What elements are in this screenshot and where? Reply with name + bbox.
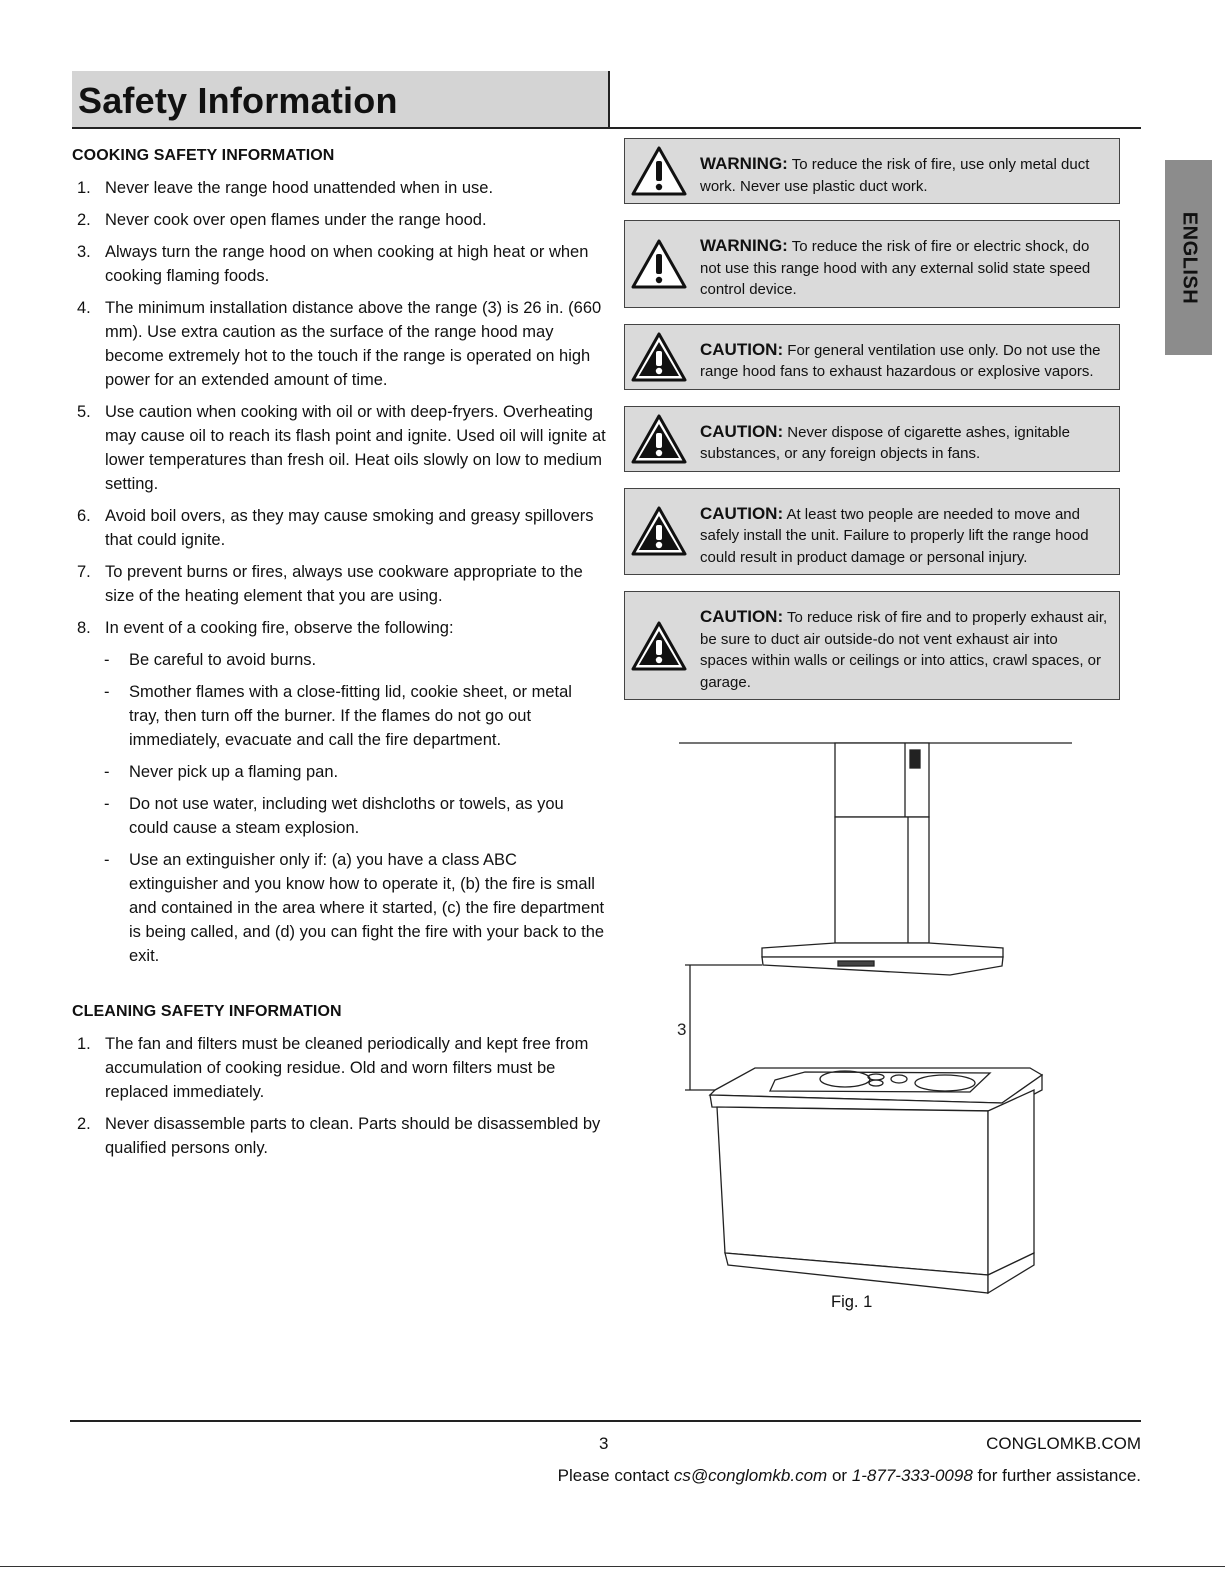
subitem-dash: - xyxy=(104,795,110,813)
item-text: The minimum installation distance above the range (3) is 26 in. (660 mm). Use extra caution as the surface of the range hood may become extremely hot to the touch if the range is operated on high power for an extended amount of time. xyxy=(105,299,602,389)
language-tab-label: ENGLISH xyxy=(1178,211,1200,304)
language-tab xyxy=(1165,160,1212,355)
notice-label: CAUTION: xyxy=(700,339,784,359)
notice-label: CAUTION: xyxy=(700,607,784,626)
title-bar xyxy=(72,71,610,127)
cabinet-side xyxy=(988,1090,1034,1275)
item-number: 4. xyxy=(77,299,91,317)
subitem-dash: - xyxy=(104,683,110,701)
notice-box xyxy=(624,591,1120,700)
subitem-dash: - xyxy=(104,763,110,781)
item-number: 5. xyxy=(77,403,91,421)
item-number: 1. xyxy=(77,179,91,197)
title-rule xyxy=(72,127,1141,129)
cooking-subitem xyxy=(72,680,607,752)
bottom-rule xyxy=(0,1566,1225,1567)
exclamation-warning-icon xyxy=(631,145,687,197)
notice-text: Never dispose of cigarette ashes, ignitable substances, or any foreign objects in fans. xyxy=(700,423,1070,462)
notice-label: WARNING: xyxy=(700,154,788,173)
notice-box xyxy=(624,138,1120,204)
item-text: Never leave the range hood unattended when in use. xyxy=(105,179,494,197)
cabinet-front xyxy=(717,1107,988,1275)
notice-label: WARNING: xyxy=(700,236,788,255)
contact-prefix: Please contact xyxy=(557,1466,670,1485)
item-number: 8. xyxy=(77,619,91,637)
subitem-text: Be careful to avoid burns. xyxy=(129,651,317,669)
page-title: Safety Information xyxy=(78,80,398,121)
footer-rule xyxy=(70,1420,1141,1422)
notice-text: To reduce the risk of fire or electric shock, do not use this range hood with any external solid state speed control device. xyxy=(700,238,1091,298)
subitem-dash: - xyxy=(104,851,110,869)
subitem-dash: - xyxy=(104,651,110,669)
cooking-subitem xyxy=(72,760,607,784)
cleaning-item xyxy=(72,1032,607,1104)
left-column xyxy=(72,144,607,1168)
cooking-item xyxy=(72,208,607,232)
contact-suffix: for further assistance. xyxy=(977,1466,1141,1485)
cooking-heading: COOKING SAFETY INFORMATION xyxy=(72,147,335,164)
item-number: 3. xyxy=(77,243,91,261)
cleaning-list xyxy=(72,1032,607,1160)
notice-text: For general ventilation use only. Do not use the range hood fans to exhaust hazardous or explosive vapors. xyxy=(700,341,1101,380)
item-text: In event of a cooking fire, observe the following: xyxy=(105,619,454,637)
cooking-item xyxy=(72,560,607,608)
item-text: The fan and filters must be cleaned periodically and kept free from accumulation of cooking residue. Old and worn filters must be replaced immediately. xyxy=(105,1035,589,1101)
distance-callout: 3 xyxy=(677,1020,687,1039)
subitem-text: Never pick up a flaming pan. xyxy=(129,763,339,781)
item-number: 2. xyxy=(77,211,91,229)
page-number: 3 xyxy=(599,1434,609,1453)
cooking-sublist xyxy=(72,648,607,968)
cooking-subitem xyxy=(72,848,607,968)
cooking-item xyxy=(72,400,607,496)
item-text: Never disassemble parts to clean. Parts should be disassembled by qualified persons only. xyxy=(105,1115,601,1157)
cleaning-heading: CLEANING SAFETY INFORMATION xyxy=(72,1003,342,1020)
notice-label: CAUTION: xyxy=(700,503,784,523)
contact-phone-link[interactable]: 1-877-333-0098 xyxy=(851,1466,973,1485)
cooking-item xyxy=(72,296,607,392)
item-text: Never cook over open flames under the range hood. xyxy=(105,211,487,229)
subitem-text: Do not use water, including wet dishcloths or towels, as you could cause a steam explosion. xyxy=(129,795,564,837)
cooking-item xyxy=(72,616,607,640)
cooking-item xyxy=(72,176,607,200)
item-text: To prevent burns or fires, always use cookware appropriate to the size of the heating element that you are using. xyxy=(105,563,583,605)
item-number: 2. xyxy=(77,1115,91,1133)
contact-line xyxy=(558,1466,1141,1486)
cleaning-item xyxy=(72,1112,607,1160)
subitem-text: Use an extinguisher only if: (a) you have a class ABC extinguisher and you know how to operate it, (b) the fire is small and contained in the area where it started, (c) the fire department is being called, and (d) you can fight the fire with your back to the exit. xyxy=(129,851,605,965)
cooking-list xyxy=(72,176,607,640)
exclamation-caution-icon xyxy=(631,620,687,672)
item-number: 7. xyxy=(77,563,91,581)
chimney-vent xyxy=(910,750,920,768)
notice-box xyxy=(624,220,1120,308)
exclamation-warning-icon xyxy=(631,238,687,290)
notice-box xyxy=(624,324,1120,390)
item-text: Avoid boil overs, as they may cause smoking and greasy spillovers that could ignite. xyxy=(105,507,594,549)
subitem-text: Smother flames with a close-fitting lid, cookie sheet, or metal tray, then turn off the burner. If the flames do not go out immediately, evacuate and call the fire department. xyxy=(129,683,572,749)
item-number: 6. xyxy=(77,507,91,525)
cooking-item xyxy=(72,504,607,552)
range-hood-diagram xyxy=(670,735,1080,1325)
figure-caption: Fig. 1 xyxy=(831,1293,873,1311)
website-link[interactable]: CONGLOMKB.COM xyxy=(986,1434,1141,1453)
hood-front xyxy=(762,957,1003,975)
notice-box xyxy=(624,406,1120,472)
notice-text: To reduce the risk of fire, use only metal duct work. Never use plastic duct work. xyxy=(700,156,1090,195)
contact-email-link[interactable]: cs@conglomkb.com xyxy=(673,1466,828,1485)
item-text: Use caution when cooking with oil or with deep-fryers. Overheating may cause oil to reach its flash point and ignite. Used oil will ignite at lower temperatures than fresh oil. Heat oils slowly on low to medium setting. xyxy=(105,403,606,493)
lower-chimney xyxy=(835,817,929,943)
exclamation-caution-icon xyxy=(631,331,687,383)
notices-column xyxy=(624,138,1120,716)
notice-box xyxy=(624,488,1120,576)
item-text: Always turn the range hood on when cooking at high heat or when cooking flaming foods. xyxy=(105,243,589,285)
exclamation-caution-icon xyxy=(631,505,687,557)
notice-text: To reduce risk of fire and to properly exhaust air, be sure to duct air outside-do not vent exhaust air into spaces within walls or ceilings or into attics, crawl spaces, or garage. xyxy=(700,609,1108,691)
cooking-subitem xyxy=(72,792,607,840)
cooking-subitem xyxy=(72,648,607,672)
cooking-item xyxy=(72,240,607,288)
item-number: 1. xyxy=(77,1035,91,1053)
exclamation-caution-icon xyxy=(631,413,687,465)
figure-range-hood xyxy=(670,735,1080,1325)
hood-canopy xyxy=(762,943,1003,957)
notice-label: CAUTION: xyxy=(700,421,784,441)
contact-or: or xyxy=(831,1466,848,1485)
notice-text: At least two people are needed to move and safely install the unit. Failure to properly lift the range hood could result in product damage or personal injury. xyxy=(700,505,1089,566)
